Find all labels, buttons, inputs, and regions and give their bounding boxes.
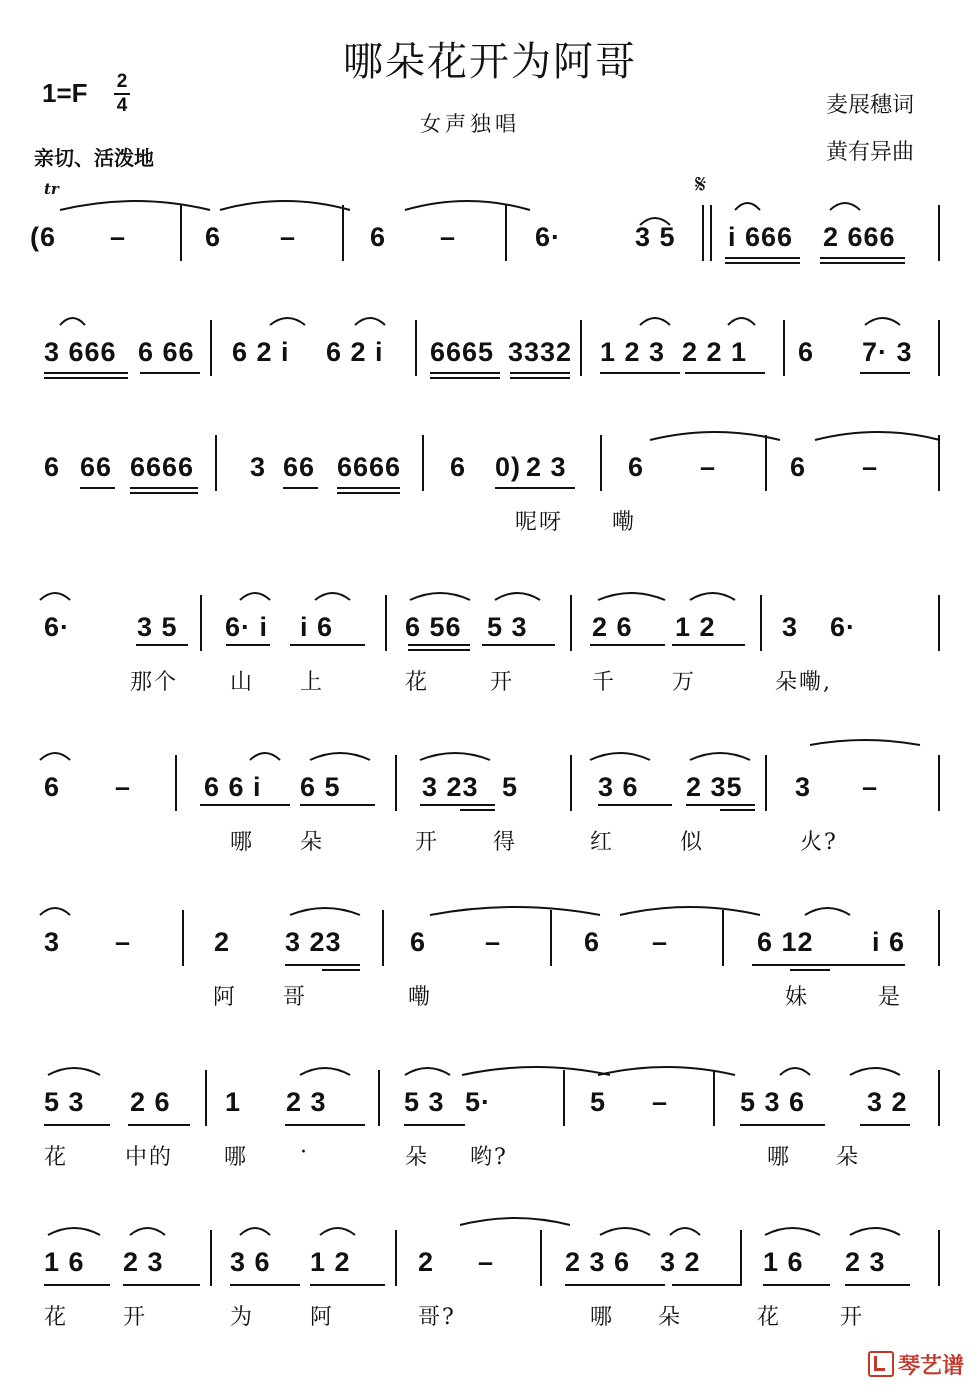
note-group: –: [110, 222, 127, 252]
note-group: 6: [798, 337, 815, 367]
note-group: 2 3: [845, 1247, 886, 1277]
note-group: i 666: [728, 222, 794, 252]
bar-line: [570, 595, 572, 651]
score-row: [0, 1075, 980, 1235]
lyric: 花: [44, 1145, 69, 1170]
note-group: 6·: [830, 612, 857, 642]
note-group: 3 2: [867, 1087, 908, 1117]
bar-line: [783, 320, 785, 376]
lyric: 开: [840, 1305, 865, 1330]
note-group: 66: [80, 452, 113, 482]
note-group: 2 3: [286, 1087, 327, 1117]
slur: [735, 203, 760, 210]
score-row: [0, 600, 980, 760]
note-group: (6: [30, 222, 57, 252]
lyric: 开: [490, 670, 515, 695]
lyric: 哪: [590, 1305, 615, 1330]
bar-line: [505, 205, 507, 261]
bar-line: [550, 910, 552, 966]
bar-line: [938, 320, 940, 376]
slur: [830, 203, 860, 210]
note-group: 7· 3: [862, 337, 913, 367]
note-group: 2: [214, 927, 231, 957]
lyric: 哪: [230, 830, 255, 855]
lyric: 花: [44, 1305, 69, 1330]
lyric: 妹: [785, 985, 810, 1010]
notation-line: [0, 760, 980, 820]
note-group: 2 666: [823, 222, 896, 252]
bar-line: [938, 595, 940, 651]
note-group: 6 12: [757, 927, 814, 957]
note-group: 6 56: [405, 612, 462, 642]
lyric: 哪: [224, 1145, 249, 1170]
note-group: 6: [410, 927, 427, 957]
note-group: 6: [450, 452, 467, 482]
note-group: 6·: [535, 222, 562, 252]
bar-line: [210, 320, 212, 376]
logo-icon: [868, 1351, 894, 1377]
note-group: 1 2: [310, 1247, 351, 1277]
note-group: 5 3: [404, 1087, 445, 1117]
bar-line: [938, 1070, 940, 1126]
note-group: 0): [495, 452, 522, 482]
note-group: 3 666: [44, 337, 117, 367]
note-group: 2 3 6: [565, 1247, 631, 1277]
note-group: 6 66: [138, 337, 195, 367]
segno-sign: 𝄋: [695, 170, 707, 200]
lyric: 朵: [658, 1305, 683, 1330]
lyric: 呢呀: [515, 510, 564, 535]
score-row: [0, 760, 980, 920]
note-group: i 6: [300, 612, 334, 642]
bar-line: [395, 755, 397, 811]
note-group: 5 3 6: [740, 1087, 806, 1117]
note-group: –: [115, 927, 132, 957]
bar-line: [415, 320, 417, 376]
lyric: 朵: [405, 1145, 430, 1170]
key-signature: 1=F: [42, 78, 88, 108]
bar-line: [570, 755, 572, 811]
score-row: [0, 915, 980, 1075]
lyric: 山: [230, 670, 255, 695]
bar-line: [540, 1230, 542, 1286]
notation-line: [0, 915, 980, 975]
note-group: –: [652, 1087, 669, 1117]
bar-line: [938, 1230, 940, 1286]
lyric: 哥: [283, 985, 308, 1010]
note-group: –: [280, 222, 297, 252]
bar-line: [713, 1070, 715, 1126]
lyric: 朵: [836, 1145, 861, 1170]
lyric: 花: [757, 1305, 782, 1330]
bar-line: [215, 435, 217, 491]
lyric: 嘞: [612, 510, 637, 535]
lyric: 是: [878, 985, 903, 1010]
note-group: 6666: [337, 452, 402, 482]
note-group: –: [652, 927, 669, 957]
bar-line: [722, 910, 724, 966]
score-row: [0, 1235, 980, 1395]
note-group: 3 6: [230, 1247, 271, 1277]
note-group: 3 5: [137, 612, 178, 642]
bar-line: [580, 320, 582, 376]
lyric: 为: [230, 1305, 255, 1330]
note-group: 6· i: [225, 612, 269, 642]
score-row: [0, 440, 980, 600]
note-group: 66: [283, 452, 316, 482]
lyric: 阿: [310, 1305, 335, 1330]
note-group: 6 5: [300, 772, 341, 802]
lyric: 哪: [767, 1145, 792, 1170]
note-group: 6: [44, 772, 61, 802]
notation-line: [0, 1235, 980, 1295]
note-group: 2 3: [123, 1247, 164, 1277]
note-group: 6: [205, 222, 222, 252]
lyric: 嘞: [408, 985, 433, 1010]
bar-line: [378, 1070, 380, 1126]
note-group: 5: [502, 772, 519, 802]
bar-line: [563, 1070, 565, 1126]
note-group: 3 23: [285, 927, 342, 957]
bar-line: [938, 435, 940, 491]
note-group: 3 23: [422, 772, 479, 802]
note-group: 1: [225, 1087, 242, 1117]
song-title: 哪朵花开为阿哥: [343, 39, 637, 85]
note-group: 6: [628, 452, 645, 482]
trill-marking: tr: [44, 180, 59, 198]
bar-line: [765, 755, 767, 811]
note-group: 6665: [430, 337, 495, 367]
slur: [405, 201, 530, 210]
watermark: [868, 1349, 964, 1380]
note-group: 6: [370, 222, 387, 252]
bar-line: [760, 595, 762, 651]
note-group: 2 2 1: [682, 337, 748, 367]
notation-line: [0, 600, 980, 660]
lyric: 红: [590, 830, 615, 855]
bar-line: [740, 1230, 742, 1286]
bar-line: [938, 910, 940, 966]
lyric: 得: [493, 830, 518, 855]
bar-line: [765, 435, 767, 491]
bar-line: [175, 755, 177, 811]
note-group: 6: [44, 452, 61, 482]
bar-line: [385, 595, 387, 651]
note-group: 1 2: [675, 612, 716, 642]
note-group: 6 6 i: [204, 772, 262, 802]
lyric: 那个: [130, 670, 179, 695]
time-signature-bottom: 4: [116, 95, 128, 116]
note-group: –: [440, 222, 457, 252]
time-signature-top: 2: [116, 71, 128, 92]
time-signature: [114, 72, 130, 116]
lyric: 似: [680, 830, 705, 855]
note-group: 3 5: [635, 222, 676, 252]
lyric: 万: [672, 670, 697, 695]
bar-line: [180, 205, 182, 261]
watermark-text: 琴艺谱: [897, 1353, 964, 1378]
lyric: 中的: [125, 1145, 174, 1170]
note-group: 3: [782, 612, 799, 642]
bar-line: [395, 1230, 397, 1286]
note-group: 2 6: [592, 612, 633, 642]
lyric: 阿: [213, 985, 238, 1010]
bar-line: [938, 205, 940, 261]
composer-credit: 黄有异曲: [826, 140, 915, 165]
lyricist-credit: 麦展穗词: [826, 93, 915, 118]
lyric: 花: [405, 670, 430, 695]
lyric: 火?: [800, 830, 838, 855]
lyric: 开: [123, 1305, 148, 1330]
lyric: 哟?: [470, 1145, 508, 1170]
notation-line: [0, 210, 980, 270]
note-group: 2 35: [686, 772, 743, 802]
bar-line: [382, 910, 384, 966]
bar-line: [200, 595, 202, 651]
lyric: 朵嘞,: [775, 670, 832, 695]
bar-line: [710, 205, 712, 261]
note-group: 1 6: [44, 1247, 85, 1277]
lyric: ·: [300, 1140, 309, 1165]
note-group: 2: [418, 1247, 435, 1277]
lyric: 朵: [300, 830, 325, 855]
note-group: 1 2 3: [600, 337, 666, 367]
note-group: –: [700, 452, 717, 482]
note-group: –: [485, 927, 502, 957]
note-group: 6 2 i: [326, 337, 384, 367]
note-group: 6 2 i: [232, 337, 290, 367]
bar-line: [342, 205, 344, 261]
lyric: 哥?: [418, 1305, 456, 1330]
note-group: 5 3: [44, 1087, 85, 1117]
note-group: –: [862, 452, 879, 482]
tempo-marking: 亲切、活泼地: [34, 146, 154, 170]
bar-line: [600, 435, 602, 491]
note-group: 3332: [508, 337, 573, 367]
lyric: 千: [592, 670, 617, 695]
note-group: 6: [790, 452, 807, 482]
note-group: 3: [795, 772, 812, 802]
note-group: –: [478, 1247, 495, 1277]
note-group: 5: [590, 1087, 607, 1117]
performance-type: 女声独唱: [420, 112, 520, 136]
note-group: 3: [250, 452, 267, 482]
slur: [60, 201, 210, 210]
bar-line: [938, 755, 940, 811]
bar-line: [210, 1230, 212, 1286]
notation-line: [0, 440, 980, 500]
note-group: 6666: [130, 452, 195, 482]
lyric: 开: [415, 830, 440, 855]
note-group: 3 6: [598, 772, 639, 802]
note-group: 3 2: [660, 1247, 701, 1277]
notation-line: [0, 1075, 980, 1135]
bar-line: [182, 910, 184, 966]
note-group: –: [862, 772, 879, 802]
note-group: 6: [584, 927, 601, 957]
note-group: 1 6: [763, 1247, 804, 1277]
bar-line: [205, 1070, 207, 1126]
note-group: 2 3: [526, 452, 567, 482]
note-group: 6·: [44, 612, 71, 642]
slur: [220, 201, 350, 210]
note-group: 2 6: [130, 1087, 171, 1117]
bar-line: [422, 435, 424, 491]
note-group: 5 3: [487, 612, 528, 642]
note-group: 3: [44, 927, 61, 957]
note-group: –: [115, 772, 132, 802]
note-group: 5·: [465, 1087, 492, 1117]
note-group: i 6: [872, 927, 906, 957]
notation-line: [0, 325, 980, 385]
bar-line: [702, 205, 704, 261]
lyric: 上: [300, 670, 325, 695]
